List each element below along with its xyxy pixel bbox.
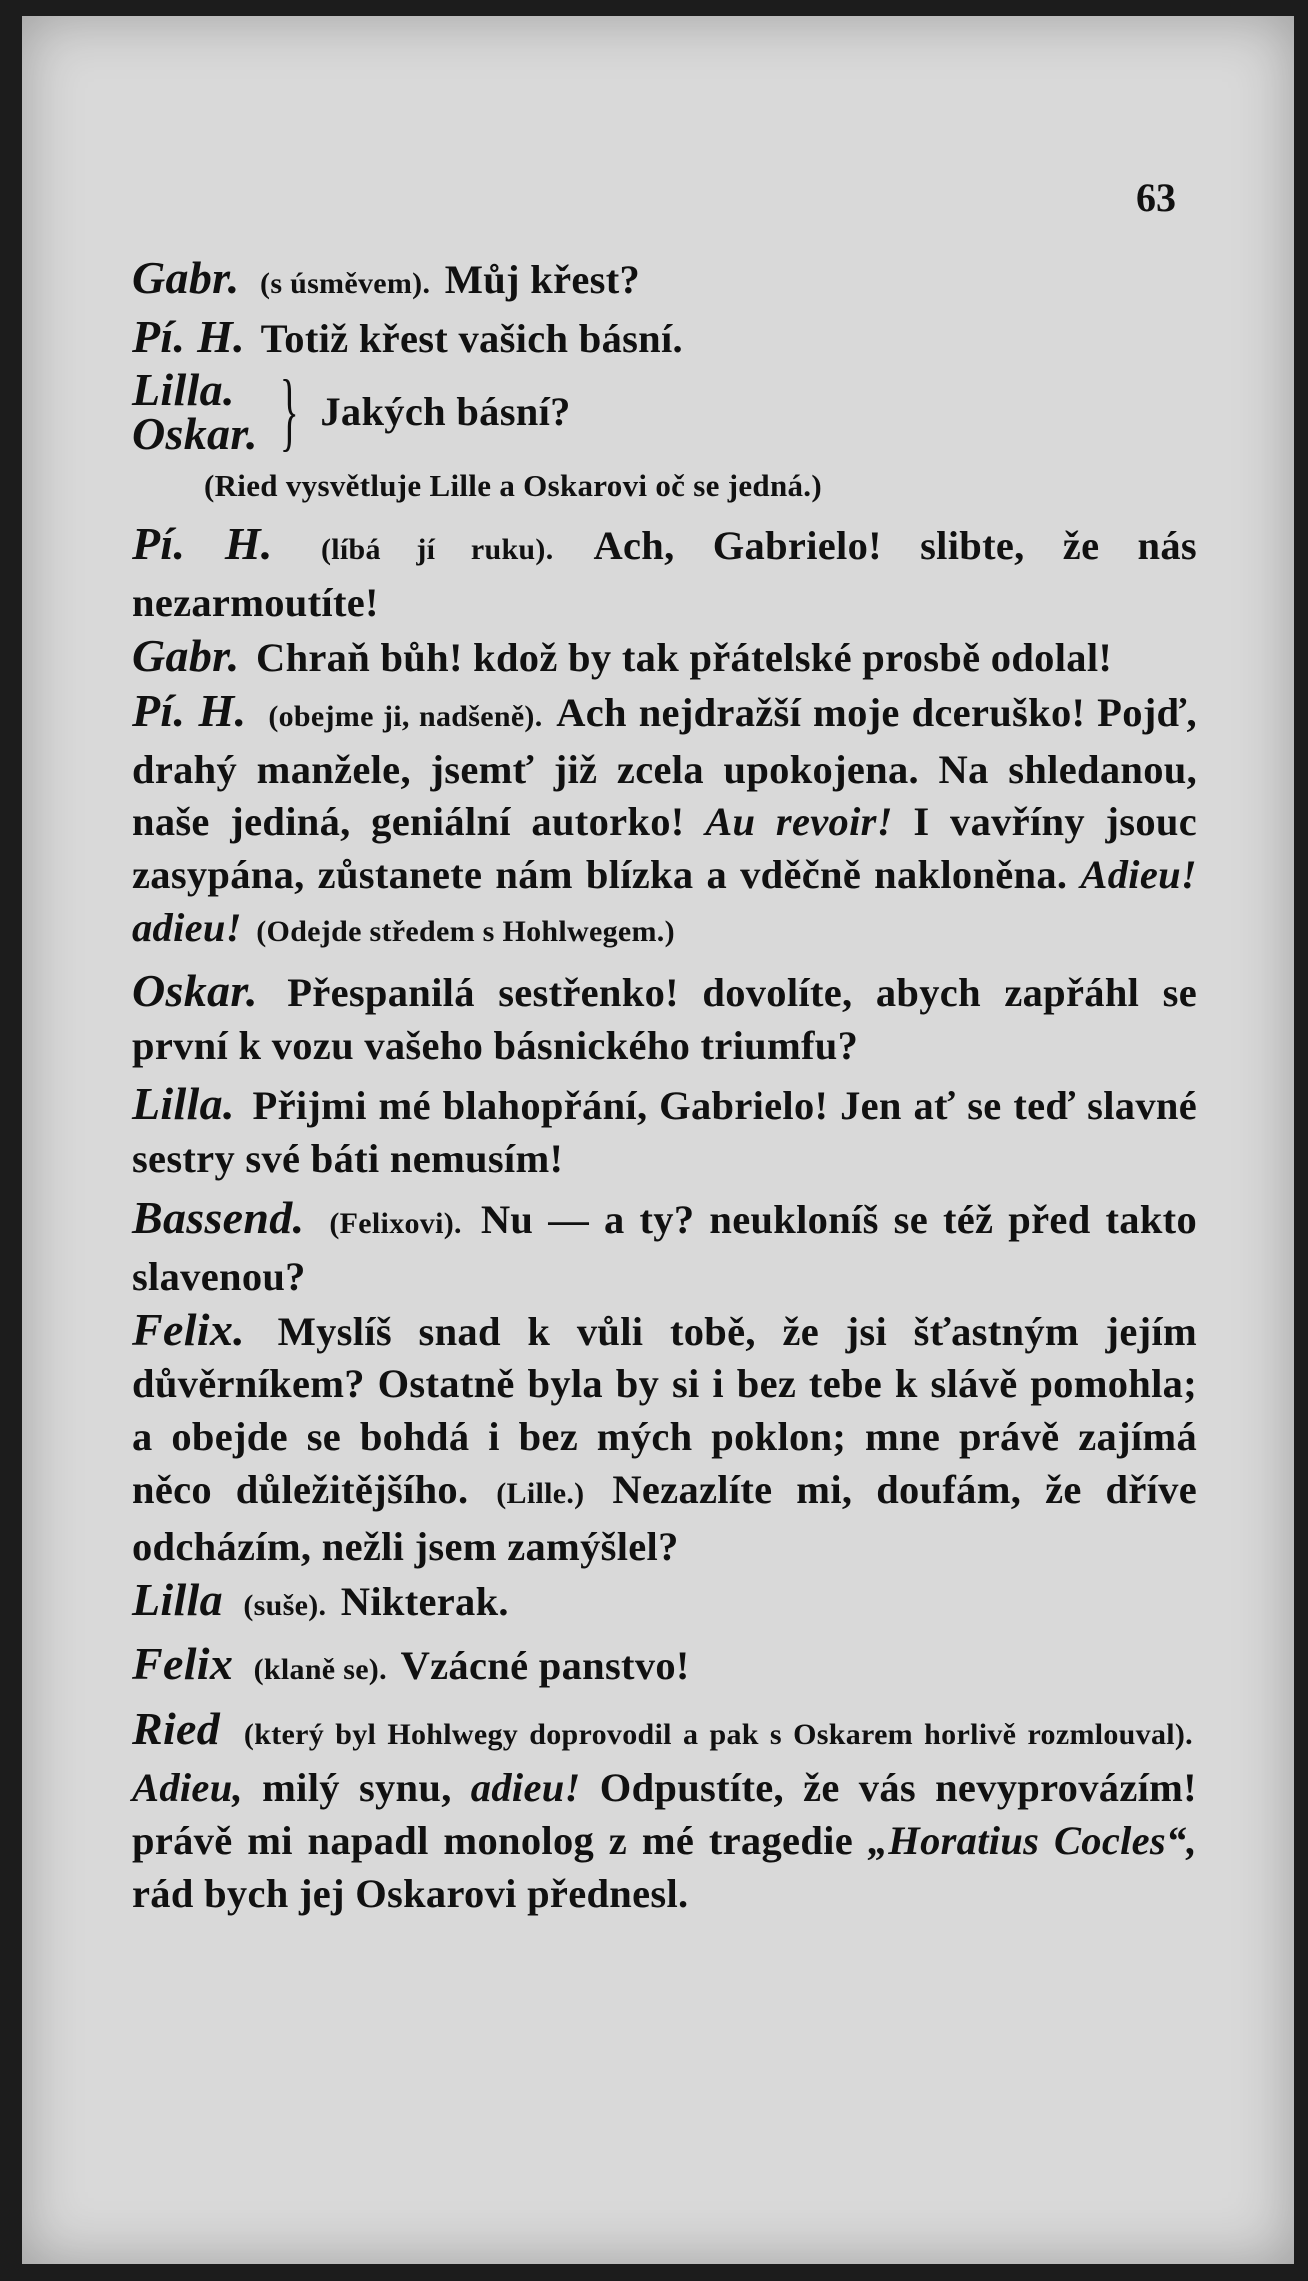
- speech-lilla-1: [132, 1078, 1197, 1186]
- italic-phrase: adieu!: [470, 1764, 581, 1810]
- speaker-name: Pí. H.: [132, 684, 247, 736]
- speech-text: Odpustíte, že vás nevyprovázím! právě mi napadl monolog z mé tragedie: [132, 1764, 1197, 1863]
- speech-text: Chraň bůh! kdož by tak přátelské prosbě odolal!: [256, 634, 1113, 680]
- speaker-name: Felix.: [132, 1303, 245, 1355]
- speaker-name: Ried: [132, 1703, 221, 1755]
- italic-phrase: Adieu! adieu!: [132, 852, 1197, 950]
- speech-text: I vavříny jsouc zasypána, zůstanete nám blízka a vděčně nakloněna.: [132, 799, 1197, 898]
- speech-pi-h-1: [132, 311, 1197, 366]
- speech-text: Myslíš snad k vůli tobě, že jsi šťastným jejím důvěrníkem? Ostatně byla by si i bez tebe k slávě pomohla; a obejde se bohdá i bez mých poklon; mne právě zajímá něco důležitějšího.: [132, 1308, 1197, 1512]
- speaker-name: Felix: [132, 1638, 234, 1690]
- book-page: [22, 16, 1294, 2264]
- stage-direction: (suše).: [243, 1588, 327, 1622]
- speaker-name: Gabr.: [132, 629, 240, 681]
- stage-direction: (Felixovi).: [329, 1206, 462, 1240]
- stage-direction-ried: [132, 460, 1197, 513]
- speech-ried: [132, 1703, 1197, 1920]
- speech-text: Ach, Gabrielo! slibte, že nás nezarmoutíte!: [132, 523, 1197, 626]
- speaker-name: Oskar.: [132, 407, 258, 459]
- italic-phrase: Adieu,: [132, 1764, 243, 1810]
- speech-text: milý synu,: [262, 1764, 452, 1810]
- speech-felix-1: [132, 1304, 1197, 1574]
- speech-text: Přespanilá sestřenko! dovolíte, abych zapřáhl se první k vozu vašeho básnického triumfu?: [132, 969, 1197, 1068]
- stage-direction: (obejme ji, nadšeně).: [268, 699, 543, 733]
- italic-phrase: „Horatius Cocles“,: [867, 1817, 1197, 1863]
- speech-gabr-1: [132, 252, 1197, 311]
- speaker-name: Pí. H.: [132, 518, 273, 570]
- stage-direction: (který byl Hohlwegy doprovodil a pak s Oskarem horlivě rozmlouval).: [243, 1718, 1193, 1752]
- speech-text: Ach nejdražší moje dceruško! Pojď, drahý manžele, jsemť již zcela upokojena. Na shledanou, naše jediná, geniální autorko!: [132, 689, 1197, 845]
- speech-felix-2: [132, 1638, 1197, 1697]
- speech-text: Jakých básní?: [320, 388, 571, 434]
- speech-text: Vzácné panstvo!: [400, 1643, 690, 1689]
- stage-direction: (líbá jí ruku).: [320, 533, 554, 567]
- speech-text: Nezazlíte mi, doufám, že dříve odcházím, nežli jsem zamýšlel?: [132, 1466, 1197, 1569]
- speech-text: rád bych jej Oskarovi přednesl.: [132, 1870, 689, 1916]
- speaker-name: Pí. H.: [132, 310, 245, 362]
- stage-direction: (s úsměvem).: [260, 267, 431, 300]
- stage-direction: (Ried vysvětluje Lille a Oskarovi oč se jedná.): [204, 467, 822, 503]
- stage-direction: (Odejde středem s Hohlwegem.): [256, 914, 675, 948]
- speaker-name: Bassend.: [132, 1191, 305, 1243]
- speaker-group: [132, 363, 264, 459]
- speech-text: Můj křest?: [444, 257, 641, 302]
- speech-bassend: [132, 1192, 1197, 1304]
- speaker-name: Gabr.: [132, 252, 240, 303]
- stage-direction: (klaně se).: [253, 1653, 387, 1687]
- speech-lilla-2: [132, 1574, 1197, 1633]
- italic-phrase: Au revoir!: [705, 799, 893, 845]
- speech-lilla-oskar: [132, 362, 1197, 460]
- page-text: [132, 252, 1197, 1920]
- brace-glyph: }: [279, 362, 299, 460]
- speaker-name: Lilla.: [132, 363, 235, 415]
- speech-pi-h-3: [132, 685, 1197, 959]
- speech-pi-h-2: [132, 518, 1197, 630]
- speech-text: Přijmi mé blahopřání, Gabrielo! Jen ať se teď slavné sestry své báti nemusím!: [132, 1083, 1197, 1182]
- speech-text: Nu — a ty? neukloníš se též před takto slavenou?: [132, 1196, 1197, 1299]
- speech-gabr-2: [132, 630, 1197, 685]
- page-number: 63: [1136, 175, 1176, 220]
- stage-direction: (Lille.): [496, 1476, 585, 1510]
- speech-oskar: [132, 965, 1197, 1073]
- speech-text: Nikterak.: [340, 1578, 509, 1624]
- speaker-name: Lilla: [132, 1573, 223, 1625]
- speaker-name: Oskar.: [132, 964, 258, 1016]
- speech-text: Totiž křest vašich básní.: [260, 315, 683, 361]
- speaker-name: Lilla.: [132, 1078, 235, 1130]
